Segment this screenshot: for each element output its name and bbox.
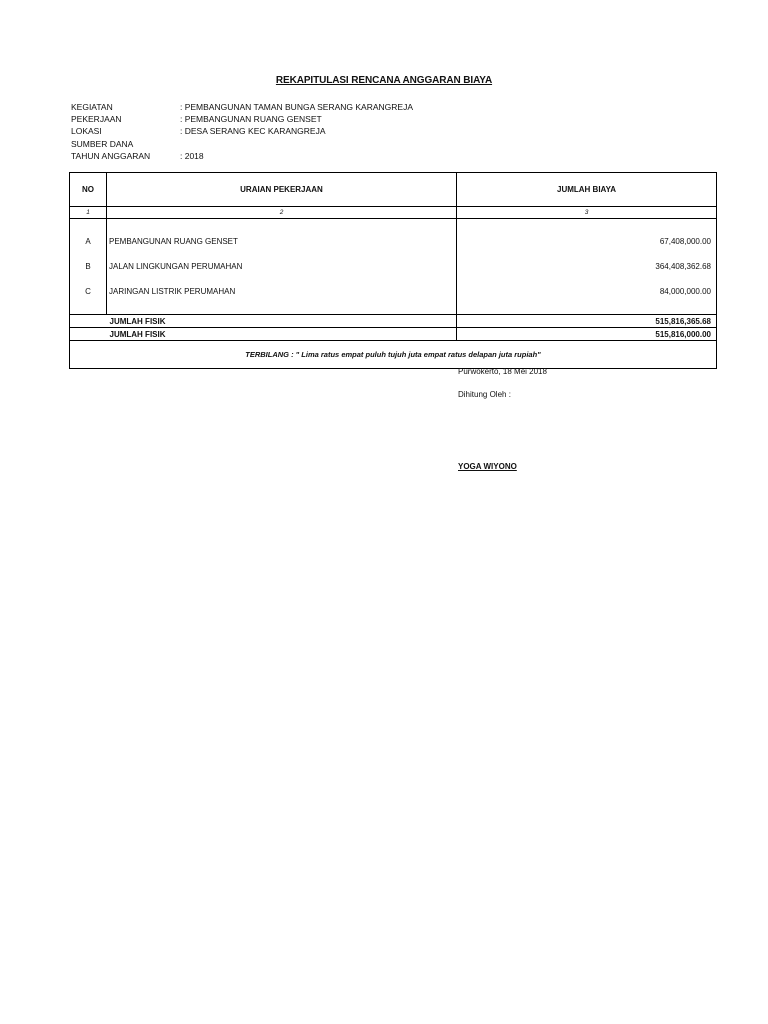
total-row xyxy=(70,315,717,328)
meta-row-lokasi xyxy=(71,125,413,137)
column-index-row xyxy=(70,207,717,219)
meta-row-pekerjaan xyxy=(71,113,413,125)
spacer-row xyxy=(70,219,717,230)
header-uraian: URAIAN PEKERJAAN xyxy=(107,173,457,207)
meta-label: PEKERJAAN xyxy=(71,114,122,125)
budget-table xyxy=(69,172,717,369)
meta-label: TAHUN ANGGARAN xyxy=(71,150,151,161)
table-row xyxy=(70,279,717,304)
meta-label: LOKASI xyxy=(71,126,102,137)
meta-value: : DESA SERANG KEC KARANGREJA xyxy=(180,126,326,137)
row-jumlah: 84,000,000.00 xyxy=(457,279,717,304)
row-no: B xyxy=(70,254,107,279)
terbilang-text: TERBILANG : " Lima ratus empat puluh tujuh juta empat ratus delapan juta rupiah" xyxy=(70,341,717,369)
meta-row-tahun-anggaran xyxy=(71,150,413,162)
meta-row-sumber-dana xyxy=(71,138,413,150)
row-no: C xyxy=(70,279,107,304)
table-row xyxy=(70,254,717,279)
header-no: NO xyxy=(70,173,107,207)
row-no: A xyxy=(70,229,107,254)
total-row xyxy=(70,328,717,341)
meta-value: : PEMBANGUNAN RUANG GENSET xyxy=(180,114,322,125)
total-label: JUMLAH FISIK xyxy=(107,328,457,341)
row-jumlah: 67,408,000.00 xyxy=(457,229,717,254)
place-date: Purwokerto, 18 Mei 2018 xyxy=(458,367,547,376)
terbilang-row xyxy=(70,341,717,369)
meta-label: SUMBER DANA xyxy=(71,138,134,149)
row-uraian: JARINGAN LISTRIK PERUMAHAN xyxy=(107,279,457,304)
meta-row-kegiatan xyxy=(71,101,413,113)
meta-value: : 2018 xyxy=(180,150,204,161)
signatory-name: YOGA WIYONO xyxy=(458,462,517,471)
meta-value: : PEMBANGUNAN TAMAN BUNGA SERANG KARANGREJA xyxy=(180,102,414,112)
meta-label: KEGIATAN xyxy=(71,102,113,112)
header-jumlah: JUMLAH BIAYA xyxy=(457,173,717,207)
computed-by-label: Dihitung Oleh : xyxy=(458,390,511,399)
total-label: JUMLAH FISIK xyxy=(107,315,457,328)
total-value: 515,816,365.68 xyxy=(457,315,717,328)
page-title: REKAPITULASI RENCANA ANGGARAN BIAYA xyxy=(275,75,493,86)
project-info xyxy=(71,101,413,162)
total-value: 515,816,000.00 xyxy=(457,328,717,341)
row-uraian: JALAN LINGKUNGAN PERUMAHAN xyxy=(107,254,457,279)
index-cell: 1 xyxy=(70,207,107,219)
index-cell: 2 xyxy=(107,207,457,219)
table-row xyxy=(70,229,717,254)
table-header-row xyxy=(70,173,717,207)
index-cell: 3 xyxy=(457,207,717,219)
spacer-row xyxy=(70,304,717,315)
row-uraian: PEMBANGUNAN RUANG GENSET xyxy=(107,229,457,254)
row-jumlah: 364,408,362.68 xyxy=(457,254,717,279)
